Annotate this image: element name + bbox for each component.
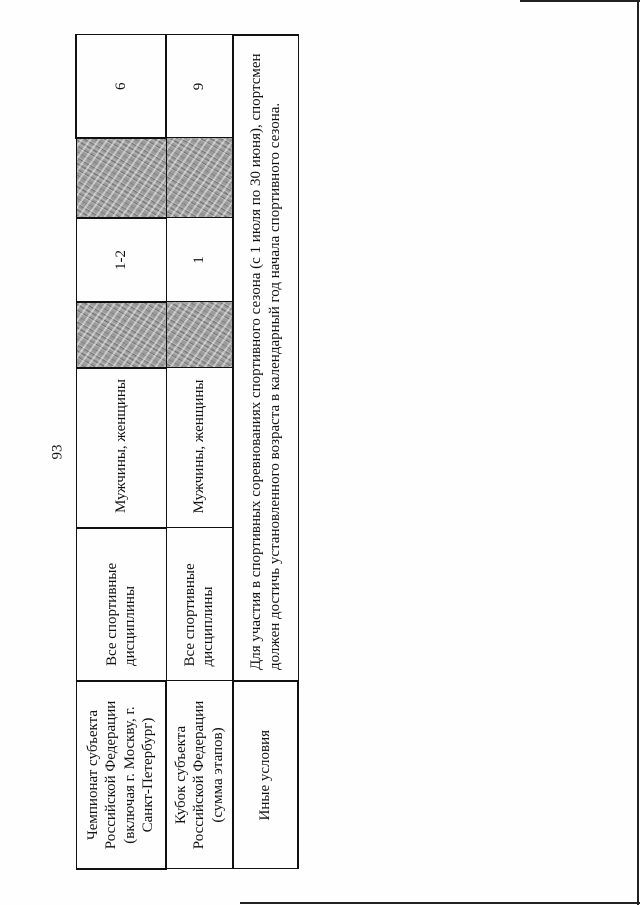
shaded-cell: [166, 138, 233, 218]
page-number: 93: [49, 444, 66, 460]
competition-cell: Чемпионат субъекта Российской Федерации (включая г. Москву, г. Санкт-Петербург): [76, 681, 166, 869]
page-right-edge: [637, 0, 639, 905]
shaded-cell: [166, 302, 233, 368]
count-cell: 9: [166, 35, 233, 138]
page-bottom-edge: [240, 902, 640, 904]
page-top-edge: [520, 0, 640, 2]
shaded-cell: [76, 138, 166, 218]
shaded-cell: [76, 302, 166, 368]
table-row: [166, 35, 233, 869]
competition-cell: Кубок субъекта Российской Федерации (сумма этапов): [166, 681, 233, 869]
place-cell: 1: [166, 218, 233, 302]
participants-cell: Мужчины, женщины: [166, 368, 233, 528]
table-row: [233, 35, 298, 869]
disciplines-cell: Все спортивные дисциплины: [76, 528, 166, 681]
place-cell: 1-2: [76, 218, 166, 302]
table-row: [76, 35, 166, 869]
requirements-table: [75, 34, 299, 870]
disciplines-cell: Все спортивные дисциплины: [166, 528, 233, 681]
other-conditions-text: Для участия в спортивных соревнованиях спортивного сезона (с 1 июля по 30 июня), спортсмен должен достичь установленного возраста в календарный год начала спортивного сезона.: [233, 35, 298, 681]
other-conditions-label: Иные условия: [233, 681, 298, 869]
participants-cell: Мужчины, женщины: [76, 368, 166, 528]
rotated-table-container: [75, 36, 297, 870]
count-cell: 6: [76, 35, 166, 138]
